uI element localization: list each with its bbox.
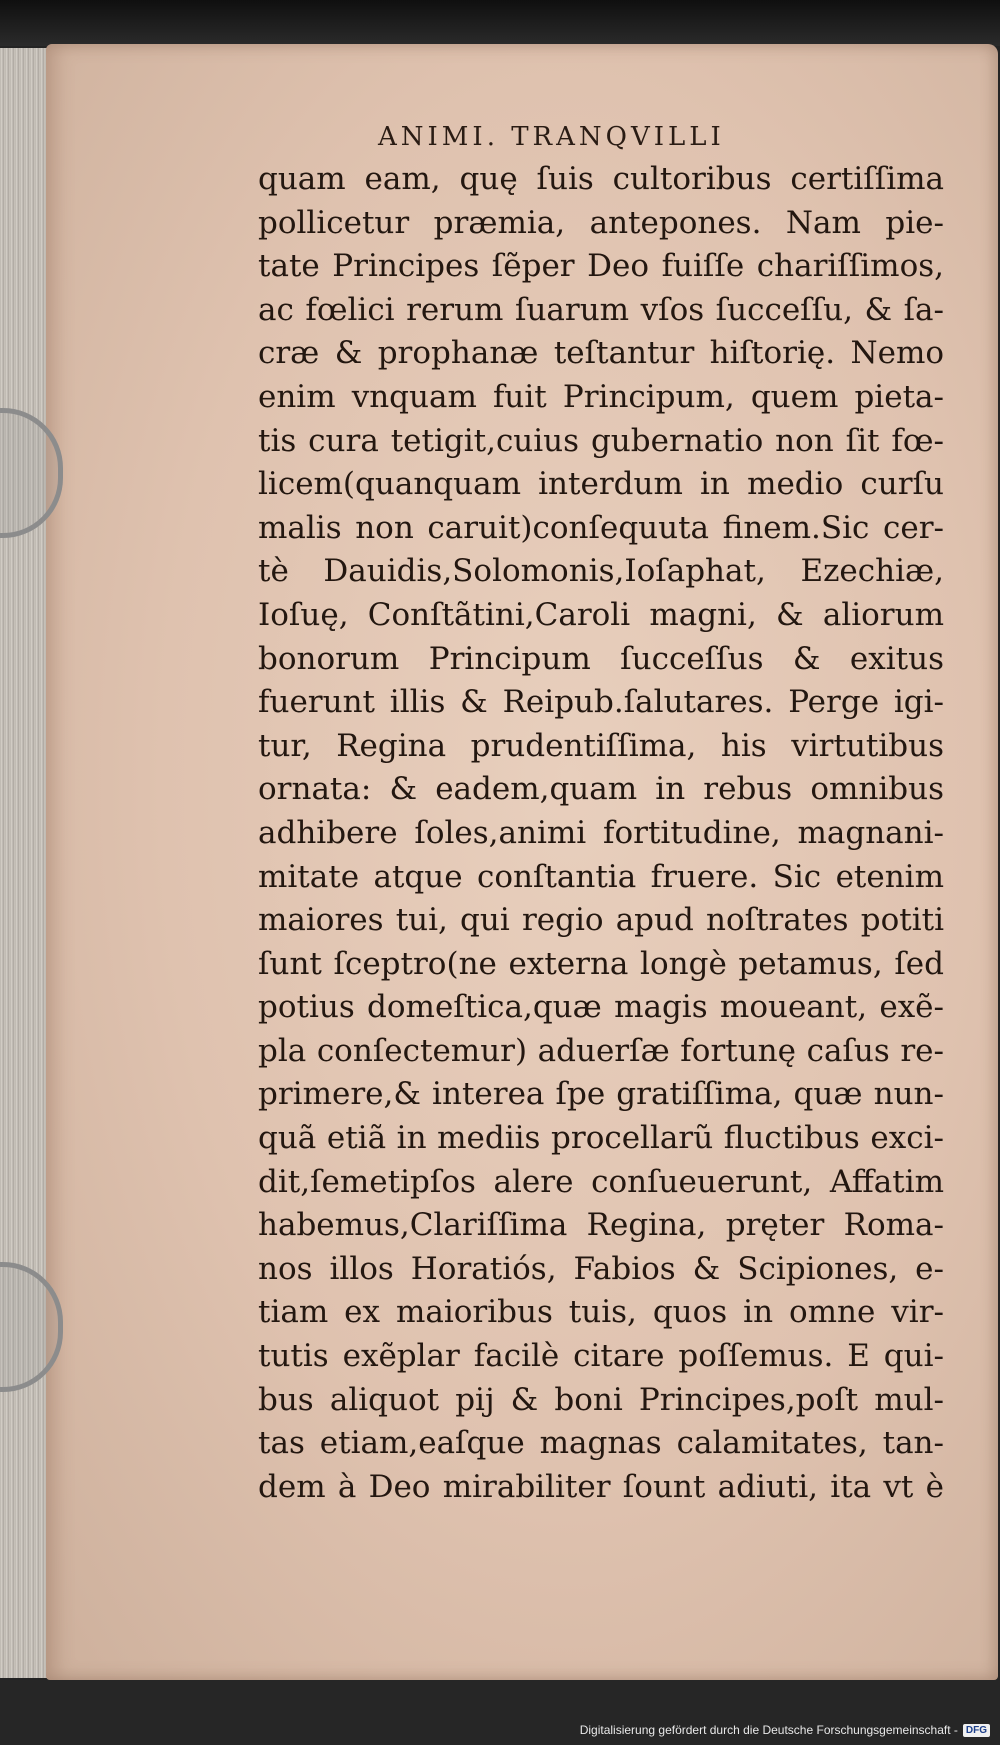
text-line: maiores tui, qui regio apud noſtrates potiti bbox=[258, 902, 944, 939]
text-line: pollicetur præmia, antepones. Nam pie- bbox=[258, 204, 944, 241]
text-line: quã etiã in mediis procellarũ fluctibus exci- bbox=[258, 1120, 944, 1157]
text-line: tutis exẽplar facilè citare poſſemus. E qui- bbox=[258, 1338, 944, 1375]
dfg-logo-icon: DFG bbox=[963, 1724, 990, 1737]
text-line: Ioſuę, Conſtãtini,Caroli magni, & aliorum bbox=[258, 596, 944, 633]
running-head: ANIMI. TRANQVILLI bbox=[378, 122, 725, 152]
text-line: enim vnquam fuit Principum, quem pieta- bbox=[258, 378, 944, 415]
text-line: tè Dauidis,Solomonis,Ioſaphat, Ezechiæ, bbox=[258, 553, 944, 590]
text-line: dit,ſemetipſos alere conſueuerunt, Affatim bbox=[258, 1163, 944, 1200]
text-line: licem(quanquam interdum in medio curſu bbox=[258, 466, 944, 503]
text-line: tis cura tetigit,cuius gubernatio non ſit fœ- bbox=[258, 422, 944, 459]
text-line: tate Principes ſẽper Deo fuiſſe chariſſimos, bbox=[258, 248, 944, 285]
text-line: tur, Regina prudentiſſima, his virtutibus bbox=[258, 727, 944, 764]
digitization-credit bbox=[580, 1723, 990, 1737]
text-line: bonorum Principum ſucceſſus & exitus bbox=[258, 640, 944, 677]
text-line: tas etiam,eaſque magnas calamitates, tan- bbox=[258, 1425, 944, 1462]
book-top-edge bbox=[0, 0, 1000, 46]
text-line: potius domeſtica,quæ magis moueant, exẽ- bbox=[258, 989, 944, 1026]
text-line: fuerunt illis & Reipub.ſalutares. Perge igi- bbox=[258, 684, 944, 721]
text-line: ac fœlici rerum ſuarum vſos ſucceſſu, & ſa- bbox=[258, 291, 944, 328]
text-line: ſunt ſceptro(ne externa longè petamus, ſed bbox=[258, 945, 944, 982]
text-line: primere,& interea ſpe gratiſſima, quæ nun- bbox=[258, 1076, 944, 1113]
bottom-band bbox=[0, 1680, 1000, 1745]
text-line: tiam ex maioribus tuis, quos in omne vir- bbox=[258, 1294, 944, 1331]
text-line: pla conſectemur) aduerſæ fortunę caſus re- bbox=[258, 1032, 944, 1069]
page-text bbox=[258, 158, 944, 1509]
credit-text: Digitalisierung gefördert durch die Deutsche Forschungsgemeinschaft - bbox=[579, 1723, 958, 1737]
text-line: bus aliquot pij & boni Principes,poſt mul- bbox=[258, 1381, 944, 1418]
text-line: nos illos Horatiós, Fabios & Scipiones, e- bbox=[258, 1250, 944, 1287]
text-line: malis non caruit)conſequuta finem.Sic cer- bbox=[258, 509, 944, 546]
text-line: ornata: & eadem,quam in rebus omnibus bbox=[258, 771, 944, 808]
book-fore-edge bbox=[0, 48, 49, 1678]
text-line: dem à Deo mirabiliter ſount adiuti, ita vt è bbox=[258, 1468, 944, 1505]
text-line: cræ & prophanæ teſtantur hiſtorię. Nemo bbox=[258, 335, 944, 372]
text-line: mitate atque conſtantia fruere. Sic etenim bbox=[258, 858, 944, 895]
text-line: quam eam, quę ſuis cultoribus certiſſima bbox=[258, 161, 944, 197]
text-line: habemus,Clariſſima Regina, pręter Roma- bbox=[258, 1207, 944, 1244]
text-line: adhibere ſoles,animi fortitudine, magnani- bbox=[258, 814, 944, 851]
